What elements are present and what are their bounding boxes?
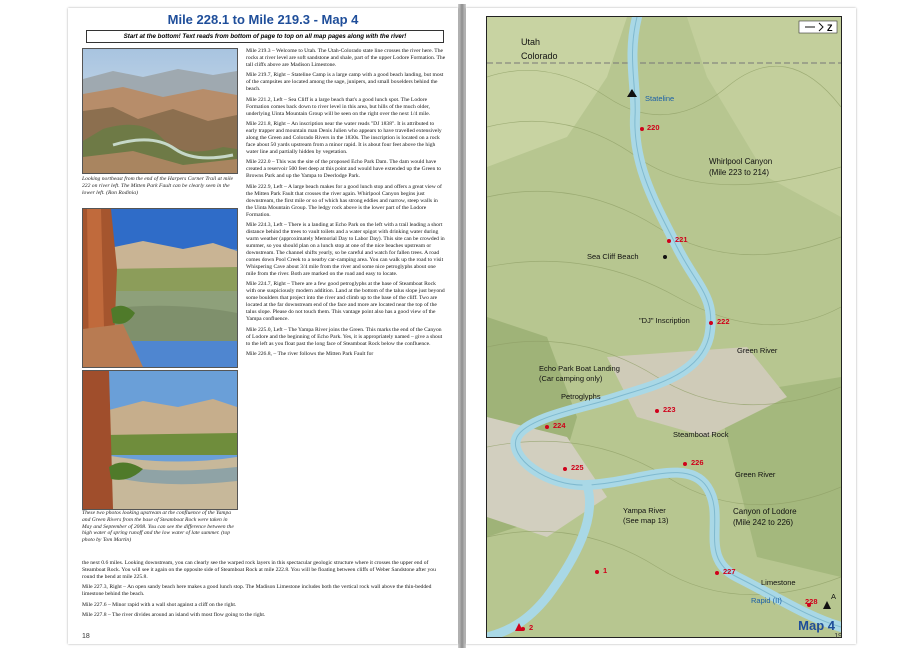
label-whirlpool-canyon: Whirlpool Canyon [709,157,773,166]
svg-text:Z: Z [827,23,833,33]
label-steamboat-rock: Steamboat Rock [673,430,729,439]
mile-marker: 222 [717,317,730,326]
page-number-left: 18 [82,633,90,640]
right-page [466,8,856,644]
mile-marker: 227 [723,567,736,576]
label-green-river-1: Green River [737,346,778,355]
mile-entry: Mile 222.9, Left – A large beach makes for a good lunch stop and offers a great view of the Mitten Park Fault that crosses the river again. Whirlpool Canyon begins just downstream, the first mile or so of which has strong eddies and narrow, steep walls in the Uinta Mountain Group. The ledgy rock above is the lower part of the Lodore Formation. [246,183,442,218]
left-page [68,8,458,644]
mile-entry: Mile 222.0 – This was the site of the proposed Echo Park Dam. The dam would have created a reservoir 500 feet deep at this point and would have extended up the Green to Browns Park and up the Yampa to Deerlodge Park. [246,159,442,180]
mile-marker: 225 [571,463,584,472]
sea-cliff-marker [663,255,667,259]
mile-entry: Mile 219.7, Right – Stateline Camp is a large camp with a good beach landing, but most of the campsites are located among the sage, junipers, and small boxelders behind the beach. [246,72,444,93]
mile-marker: 2 [529,623,534,632]
mile-marker: 223 [663,405,676,414]
label-a-top: A [629,88,635,97]
topographic-map-graphic [487,17,841,637]
mile-entry: Mile 226.8, – The river follows the Mitten Park Fault for [246,350,374,357]
mile-entry: Mile 225.0, Left – The Yampa River joins the Green. This marks the end of the Canyon of Lodore and the beginning of Echo Park. Yes, it is appropriately named – give a shout to the left as you float past the long face of Steamboat Rock below the confluence. [246,326,443,347]
mile-marker: 220 [647,123,660,132]
label-limestone: Limestone [761,578,796,587]
reading-instruction-banner: Start at the bottom! Text reads from bottom of page to top on all map pages along with the river! [86,30,444,43]
label-echo-park-note: (Car camping only) [539,374,603,383]
mile-entry: the next 0.6 miles. Looking downstream, you can clearly see the warped rock layers in this spectacular geologic structure where it crosses the upper end of Steamboat Rock. You will see it again on the opposite side of Steamboat Rock at mile 222.8. You will be floating between cliffs of Weber Sandstone after you round the bend at mile 225.8. [82,560,436,580]
map-title: Map 4 [798,618,835,633]
label-stateline: Stateline [645,94,675,103]
mile-marker: 224 [553,421,566,430]
photo-caption-2: These two photos looking upstream at the confluence of the Yampa and Green Rivers from the base of Steamboat Rock were taken in May and September of 2008. You can see the difference between the high water of spring runoff and the low water of late summer. (top photo by Tom Martin) [82,510,234,544]
label-echo-park: Echo Park Boat Landing [539,364,620,373]
mile-entry: Mile 224.7, Right – There are a few good petroglyphs at the base of Steamboat Rock with one suspiciously modern addition. Land at the bottom of the talus slope just beyond some boulders that project into the river and climb up to the base of the cliff. Two are located at the far downstream end of the face and more are located near the top of the talus slope. Please do not touch them. This vantage point also has a good view of the Yampa confluence. [246,281,445,323]
harpers-corner-photo [82,48,238,174]
label-yampa-river: Yampa River [623,506,666,515]
page-number-right: 19 [834,633,842,640]
label-utah: Utah [521,37,541,47]
mile-entry: Mile 219.3 – Welcome to Utah. The Utah-Colorado state line crosses the river here. The rocks at river level are soft sandstone and shale, part of the upper Lodore Formation. The tall cliffs above are Madison Limestone. [246,48,446,68]
mile-entry: Mile 221.2, Left – Sea Cliff is a large beach that's a good lunch spot. The Lodore Formation comes back down to river level in this area, but hills of the much older, underlying Uinta Mountain Group will be seen on the right over the next 1/4 mile. [246,96,431,117]
mile-log-column [246,48,446,361]
label-rapid: Rapid (II) [751,596,782,605]
label-dj-inscription: "DJ" Inscription [639,316,690,325]
confluence-low-water-photo [82,370,238,510]
mile-entry: Mile 227.6 – Minor rapid with a wall shot against a cliff on the right. [82,601,237,608]
label-lodore-miles: (Mile 242 to 226) [733,518,794,527]
label-sea-cliff-beach: Sea Cliff Beach [587,252,639,261]
label-green-river-2: Green River [735,470,776,479]
mile-entry: Mile 224.3, Left – There is a landing at Echo Park on the left with a trail leading a short distance behind the trees to vault toilets and a water spigot with drinking water during warm weather (approximately Memorial Day to Labor Day). This site can be crowded in summer, so you should plan on a lunch stop at one of the nice beaches upstream or downstream. The channel shifts yearly, so be careful and watch for fallen trees. A road comes down Pool Creek to a nearby car-camping area. You can walk up the road to visit Whispering Cave about 3/4 mile from the river and some nice petroglyphs about one mile from the river. Both are marked on the road and easy to locate. [246,222,445,277]
mile-marker: 1 [603,566,608,575]
river-map [486,16,842,638]
mile-log-wide [82,560,446,622]
mile-marker: 228 [805,597,818,606]
confluence-high-water-photo [82,208,238,368]
book-spine [458,4,466,648]
label-canyon-of-lodore: Canyon of Lodore [733,507,797,516]
label-petroglyphs: Petroglyphs [561,392,601,401]
mile-entry: Mile 227.8 – The river divides around an island with most flow going to the right. [82,612,266,619]
mile-entry: Mile 227.3, Right – An open sandy beach here makes a good lunch stop. The Madison Limestone includes both the vertical rock wall above the thin-bedded limestone behind the beach. [82,584,432,598]
page-title: Mile 228.1 to Mile 219.3 - Map 4 [167,12,359,27]
mile-entry: Mile 221.8, Right – An inscription near the water reads "DJ 1838". It is attributed to early trapper and mountain man Denis Julien who appears to have travelled extensively along the Green and Colorado Rivers in the 1830s. The inscription is located on a rock face about 50 yards upstream from a minor rapid. It is about four feet above the high water line and partially hidden by vegetation. [246,121,442,155]
label-a-bottom: A [831,592,837,601]
label-whirlpool-miles: (Mile 223 to 214) [709,168,770,177]
label-yampa-note: (See map 13) [623,516,669,525]
mile-marker: 226 [691,458,704,467]
photo-caption-1: Looking northeast from the end of the Harpers Corner Trail at mile 222 on river left. The Mitten Park Fault can be clearly seen in the lower left. (Ron Rodinia) [82,176,233,196]
label-colorado: Colorado [521,51,558,61]
mile-marker: 221 [675,235,688,244]
